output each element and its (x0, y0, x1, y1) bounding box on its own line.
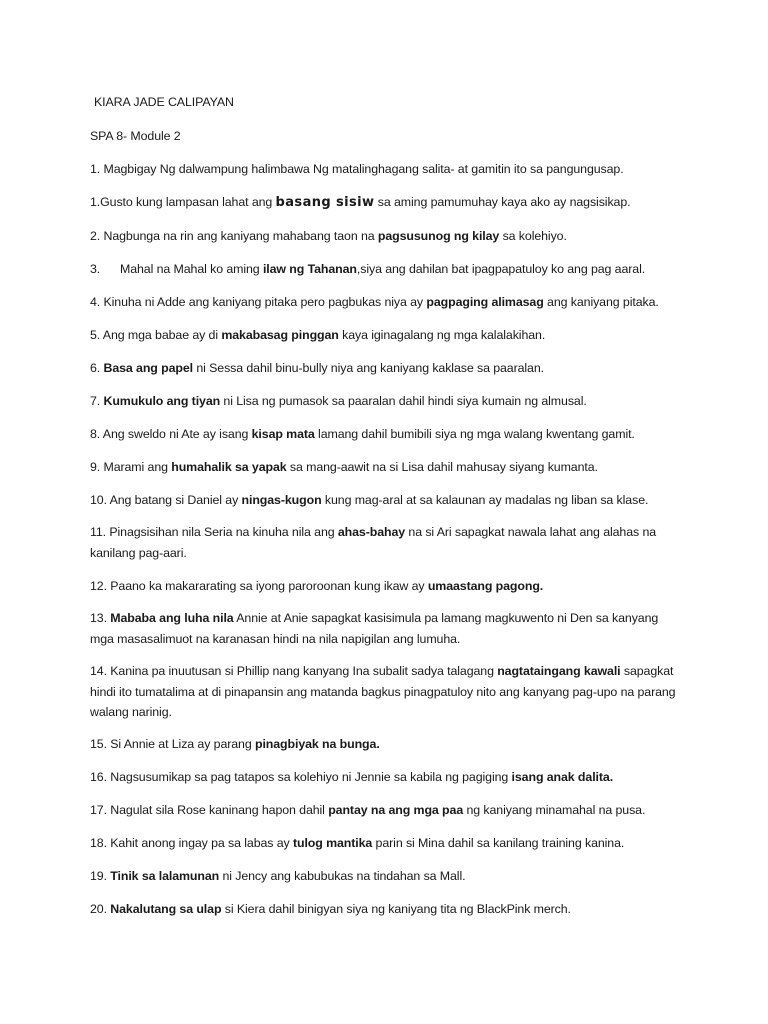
list-item-19: 19. Tinik sa lalamunan ni Jency ang kabubukas na tindahan sa Mall. (90, 869, 466, 883)
idiom-term: ilaw ng Tahanan (262, 262, 357, 276)
idiom-term: umaastang pagong. (427, 579, 544, 593)
list-item-13: 13. Mababa ang luha nila Annie at Anie sapagkat kasisimula pa lamang magkuwento ni Den sa kanyang mga masasalimuot na karanasan hindi na nila napigilan ang lumuha. (90, 611, 659, 646)
list-item-4: 4. Kinuha ni Adde ang kaniyang pitaka pero pagbukas niya ay pagpaging alimasag ang kaniyang pitaka. (90, 295, 659, 309)
list-item-1: 1.Gusto kung lampasan lahat ang basang sisiw sa aming pamumuhay kaya ako ay nagsisikap. (90, 195, 631, 210)
list-item-5: 5. Ang mga babae ay di makabasag pinggan kaya iginagalang ng mga kalalakihan. (90, 328, 546, 342)
list-item-18: 18. Kahit anong ingay pa sa labas ay tulog mantika parin si Mina dahil sa kanilang training kanina. (90, 836, 625, 850)
list-item-16: 16. Nagsusumikap sa pag tatapos sa kolehiyo ni Jennie sa kabila ng pagiging isang anak dalita. (90, 770, 614, 784)
idiom-term: Mababa ang luha nila (110, 611, 234, 625)
list-item-17: 17. Nagulat sila Rose kaninang hapon dahil pantay na ang mga paa ng kaniyang minamahal na pusa. (90, 803, 646, 817)
idiom-term: ningas-kugon (241, 493, 322, 507)
idiom-term: tulog mantika (292, 836, 373, 850)
list-item-10: 10. Ang batang si Daniel ay ningas-kugon kung mag-aral at sa kalaunan ay madalas ng liban sa klase. (90, 493, 649, 507)
student-name: KIARA JADE CALIPAYAN (94, 95, 234, 109)
list-item-11: 11. Pinagsisihan nila Seria na kinuha nila ang ahas-bahay na si Ari sapagkat nawala lahat ang alahas na kanilang pag-aari. (90, 525, 657, 560)
list-item-20: 20. Nakalutang sa ulap si Kiera dahil binigyan siya ng kaniyang tita ng BlackPink merch. (90, 902, 571, 916)
list-item-6: 6. Basa ang papel ni Sessa dahil binu-bully niya ang kaniyang kaklase sa paaralan. (90, 361, 544, 375)
idiom-term: pantay na ang mga paa (328, 803, 464, 817)
idiom-term: Nakalutang sa ulap (110, 902, 222, 916)
idiom-term: kisap mata (251, 427, 315, 441)
idiom-term: Basa ang papel (103, 361, 193, 375)
idiom-term: pagpaging alimasag (426, 295, 544, 309)
list-item-3: 3. Mahal na Mahal ko aming ilaw ng Tahanan,siya ang dahilan bat ipagpapatuloy ko ang pag aaral. (90, 262, 646, 276)
list-item-12: 12. Paano ka makararating sa iyong paroroonan kung ikaw ay umaastang pagong. (90, 579, 544, 593)
idiom-term: makabasag pinggan (221, 328, 339, 342)
instruction: 1. Magbigay Ng dalwampung halimbawa Ng matalinghagang salita- at gamitin ito sa pangungusap. (90, 162, 624, 176)
list-item-8: 8. Ang sweldo ni Ate ay isang kisap mata lamang dahil bumibili siya ng mga walang kwentang gamit. (90, 427, 635, 441)
idiom-term: Kumukulo ang tiyan (103, 394, 221, 408)
idiom-term: pinagbiyak na bunga. (254, 737, 380, 751)
list-item-2: 2. Nagbunga na rin ang kaniyang mahabang taon na pagsusunog ng kilay sa kolehiyo. (90, 229, 567, 243)
idiom-term: pagsusunog ng kilay (377, 229, 500, 243)
idiom-term: isang anak dalita. (511, 770, 614, 784)
idiom-term: ahas-bahay (337, 525, 406, 539)
idiom-term: Tinik sa lalamunan (110, 869, 220, 883)
idiom-term: basang sisiw (275, 195, 375, 210)
list-item-14: 14. Kanina pa inuutusan si Phillip nang kanyang Ina subalit sadya talagang nagtataingang kawali sapagkat hindi ito tumatalima at di pinapansin ang matanda bagkus pinagpatuloy nito ang kanyang pag-upo na parang walang narinig. (90, 664, 676, 719)
subject-module: SPA 8- Module 2 (90, 129, 181, 143)
idiom-term: nagtataingang kawali (497, 664, 621, 678)
list-item-9: 9. Marami ang humahalik sa yapak sa mang-aawit na si Lisa dahil mahusay siyang kumanta. (90, 460, 598, 474)
list-item-15: 15. Si Annie at Liza ay parang pinagbiyak na bunga. (90, 737, 380, 751)
list-item-7: 7. Kumukulo ang tiyan ni Lisa ng pumasok sa paaralan dahil hindi siya kumain ng almusal. (90, 394, 587, 408)
idiom-term: humahalik sa yapak (171, 460, 287, 474)
